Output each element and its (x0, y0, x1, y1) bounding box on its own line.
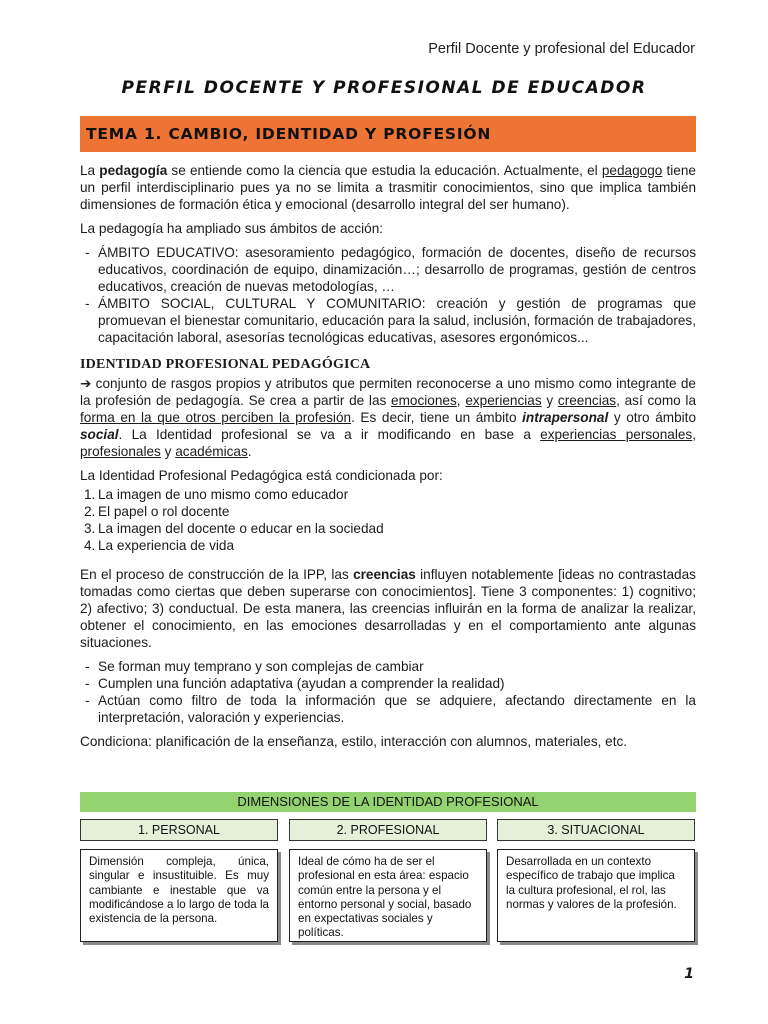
list-item (80, 503, 696, 520)
condicionada-intro: La Identidad Profesional Pedagógica está condicionada por: (80, 468, 443, 483)
underlined-term: emociones (391, 393, 457, 408)
dimension-profesional-box: Ideal de cómo ha de ser el profesional en esta área: espacio común entre la persona y el entorno personal y social, basado en expectativas sociales y políticas. (289, 849, 487, 942)
list-number: 4. (84, 538, 96, 553)
list-item: - ÁMBITO EDUCATIVO: asesoramiento pedagógico, formación de docentes, diseño de recursos educativos, coordinación de equipo, dinamización…; desarrollo de programas, gestión de centros educativos, creación de nuevas metodologías, … (80, 244, 696, 295)
text-run: . Es decir, tiene un ámbito (351, 410, 523, 425)
underlined-term: profesionales (80, 444, 161, 459)
list-item (80, 520, 696, 537)
list-number: 1. (84, 487, 96, 502)
text-run: . (247, 444, 252, 459)
list-item: - Cumplen una función adaptativa (ayudan a comprender la realidad) (80, 675, 696, 692)
text-run: . La Identidad profesional se va a ir modificando en base a (118, 427, 541, 442)
list-number: 2. (84, 504, 96, 519)
factors-list (80, 486, 696, 554)
text-run: , (456, 393, 466, 408)
dimensiones-header: DIMENSIONES DE LA IDENTIDAD PROFESIONAL (80, 792, 696, 812)
underlined-term: creencias (557, 393, 617, 408)
dimension-personal-title: 1. PERSONAL (80, 819, 278, 841)
list-item: - Actúan como filtro de toda la información que se adquiere, afectando directamente en la interpretación, valoración y experiencias. (80, 692, 696, 726)
list-text: El papel o rol docente (98, 504, 230, 519)
text-run: En el proceso de construcción de la IPP, las (80, 567, 354, 582)
text-run: tiene un perfil interdisciplinario pues ya no se limita a trasmitir conocimientos, sino que implica también dimensiones de formación ética y emocional (desarrollo integral del ser humano). (80, 163, 696, 212)
creencias-list (80, 658, 696, 726)
page-number: 1 (684, 966, 694, 982)
list-item: - ÁMBITO SOCIAL, CULTURAL Y COMUNITARIO: creación y gestión de programas que promuevan el bienestar comunitario, educación para la salud, inclusión, formación de trabajadores, capacitación laboral, asesorías tecnológicas educativas, asesores ergonómicos... (80, 295, 696, 346)
dimension-situacional-title: 3. SITUACIONAL (497, 819, 695, 841)
text-run: y otro ámbito (608, 410, 697, 425)
text-run: , (692, 427, 696, 442)
underlined-term: experiencias (465, 393, 542, 408)
dimension-personal-box: Dimensión compleja, única, singular e insustituible. Es muy cambiante e inestable que va modificándose a lo largo de toda la existencia de la persona. (80, 849, 278, 942)
list-text: La imagen de uno mismo como educador (98, 487, 349, 502)
text-run: La (80, 163, 100, 178)
list-text: La experiencia de vida (98, 538, 235, 553)
underlined-term: experiencias personales (540, 427, 693, 442)
underlined-term: forma en la que otros perciben la profesión (80, 410, 352, 425)
term-pedagogo: pedagogo (601, 163, 663, 178)
running-header: Perfil Docente y profesional del Educador (428, 41, 695, 57)
term-intrapersonal: intrapersonal (522, 410, 609, 425)
text-run: y (160, 444, 176, 459)
dimension-situacional-box: Desarrollada en un contexto específico de trabajo que implica la cultura profesional, el rol, las normas y valores de la profesión. (497, 849, 695, 942)
term-pedagogia: pedagogía (99, 163, 168, 178)
ambitos-intro: La pedagogía ha ampliado sus ámbitos de acción: (80, 221, 384, 236)
list-item: - Se forman muy temprano y son complejas de cambiar (80, 658, 696, 675)
text-run: conjunto de rasgos propios y atributos que permiten reconocerse a uno mismo como integrante de la profesión de pedagogía. Se crea a partir de las (80, 376, 696, 408)
condiciona-paragraph: Condiciona: planificación de la enseñanza, estilo, interacción con alumnos, materiales, etc. (80, 734, 628, 749)
identidad-paragraph (80, 375, 696, 460)
term-creencias: creencias (353, 567, 416, 582)
list-number: 3. (84, 521, 96, 536)
term-social: social (80, 427, 119, 442)
intro-paragraph (80, 162, 696, 213)
document-title: PERFIL DOCENTE Y PROFESIONAL DE EDUCADOR (121, 78, 647, 98)
underlined-term: académicas (175, 444, 248, 459)
tema-heading-bar: TEMA 1. CAMBIO, IDENTIDAD Y PROFESIÓN (80, 116, 696, 152)
text-run: y (541, 393, 558, 408)
identidad-heading: IDENTIDAD PROFESIONAL PEDAGÓGICA (80, 357, 371, 372)
ambitos-list (80, 244, 696, 346)
arrow-icon: ➔ (80, 376, 92, 391)
body-text (80, 162, 696, 757)
creencias-paragraph (80, 566, 696, 651)
list-item (80, 537, 696, 554)
list-text: La imagen del docente o educar en la sociedad (98, 521, 384, 536)
dimension-profesional-title: 2. PROFESIONAL (289, 819, 487, 841)
list-item (80, 486, 696, 503)
text-run: , así como la (616, 393, 697, 408)
text-run: influyen notablemente [ideas no contrastadas tomadas como ciertas que deben superarse con conocimientos]. Tiene 3 componentes: 1) cognitivo; 2) afectivo; 3) conductual. De esta manera, las creencias influirán en la forma de analizar la realizar, obtener el conocimiento, en las emociones desarrolladas y en el comportamiento ante algunas situaciones. (80, 567, 696, 650)
text-run: se entiende como la ciencia que estudia la educación. Actualmente, el (167, 163, 602, 178)
